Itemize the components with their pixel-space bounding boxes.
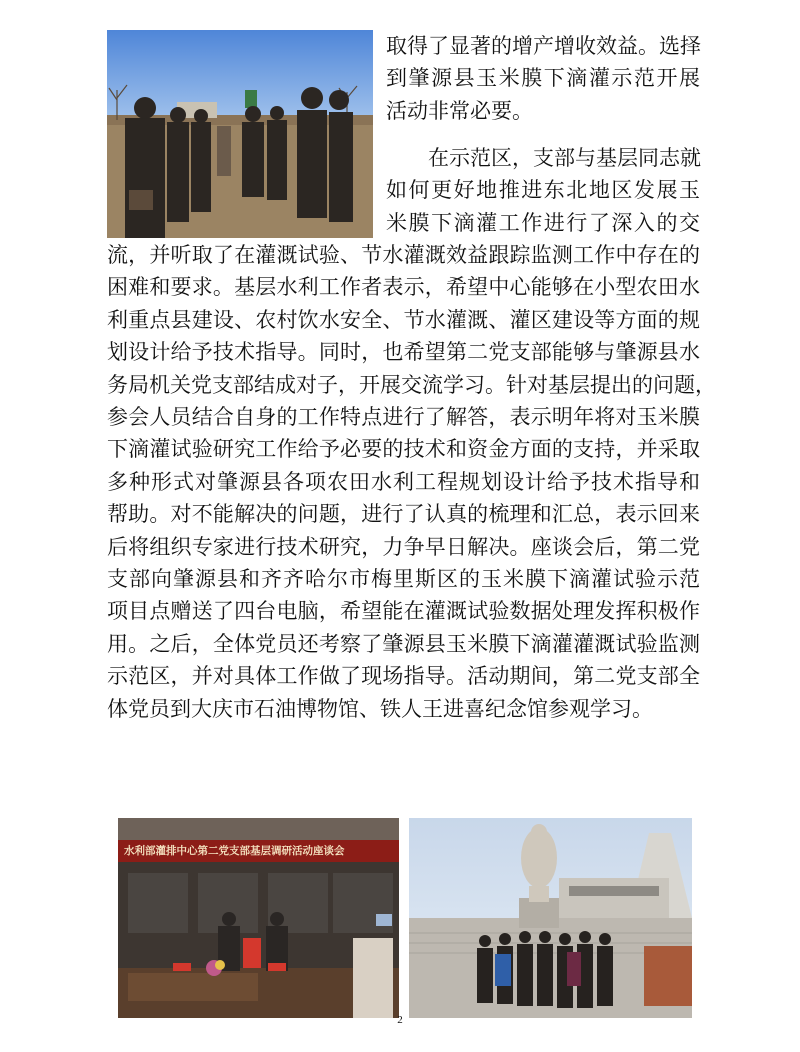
text-line: 多种形式对肇源县各项农田水利工程规划设计给予技术指导和 (107, 469, 700, 494)
text-line: 活动非常必要。 (386, 98, 533, 123)
text-line: 流，并听取了在灌溉试验、节水灌溉效益跟踪监测工作中存在的 (107, 243, 700, 267)
text-line: 划设计给予技术指导。同时，也希望第二党支部能够与肇源县水 (107, 340, 700, 365)
field-visit-photo (107, 30, 373, 238)
text-line: 下滴灌试验研究工作给予必要的技术和资金方面的支持，并采取 (107, 437, 700, 462)
text-line: 后将组织专家进行技术研究，力争早日解决。座谈会后，第二党 (107, 534, 700, 559)
text-line: 米膜下滴灌工作进行了深入的交 (386, 210, 700, 235)
text-line: 困难和要求。基层水利工作者表示，希望中心能够在小型农田水 (107, 275, 700, 300)
text-line: 体党员到大庆市石油博物馆、铁人王进喜纪念馆参观学习。 (107, 696, 653, 721)
text-line: 到肇源县玉米膜下滴灌示范开展 (386, 66, 700, 91)
text-line: 支部向肇源县和齐齐哈尔市梅里斯区的玉米膜下滴灌试验示范 (107, 567, 700, 592)
text-line: 项目点赠送了四台电脑，希望能在灌溉试验数据处理发挥积极作 (107, 599, 700, 624)
text-line: 帮助。对不能解决的问题，进行了认真的梳理和汇总，表示回来 (107, 502, 700, 527)
memorial-group-photo (409, 818, 692, 1018)
text-line: 如何更好地推进东北地区发展玉 (386, 178, 700, 203)
page-number: 2 (397, 1014, 403, 1026)
text-line: 务局机关党支部结成对子，开展交流学习。针对基层提出的问题， (107, 372, 716, 397)
meeting-banner: 水利部灌排中心第二党支部基层调研活动座谈会 (124, 845, 345, 857)
text-line: 用。之后，全体党员还考察了肇源县玉米膜下滴灌灌溉试验监测 (107, 631, 700, 656)
text-line: 在示范区，支部与基层同志就 (386, 146, 701, 170)
meeting-photo (118, 818, 399, 1018)
text-line: 取得了显著的增产增收效益。选择 (386, 34, 701, 58)
text-line: 示范区，并对具体工作做了现场指导。活动期间，第二党支部全 (107, 664, 700, 689)
paragraph-2-body (107, 239, 716, 725)
paragraph-2-intro (386, 142, 700, 239)
paragraph-1 (386, 30, 700, 127)
text-line: 参会人员结合自身的工作特点进行了解答，表示明年将对玉米膜 (107, 405, 700, 430)
text-line: 利重点县建设、农村饮水安全、节水灌溉、灌区建设等方面的规 (107, 307, 700, 332)
